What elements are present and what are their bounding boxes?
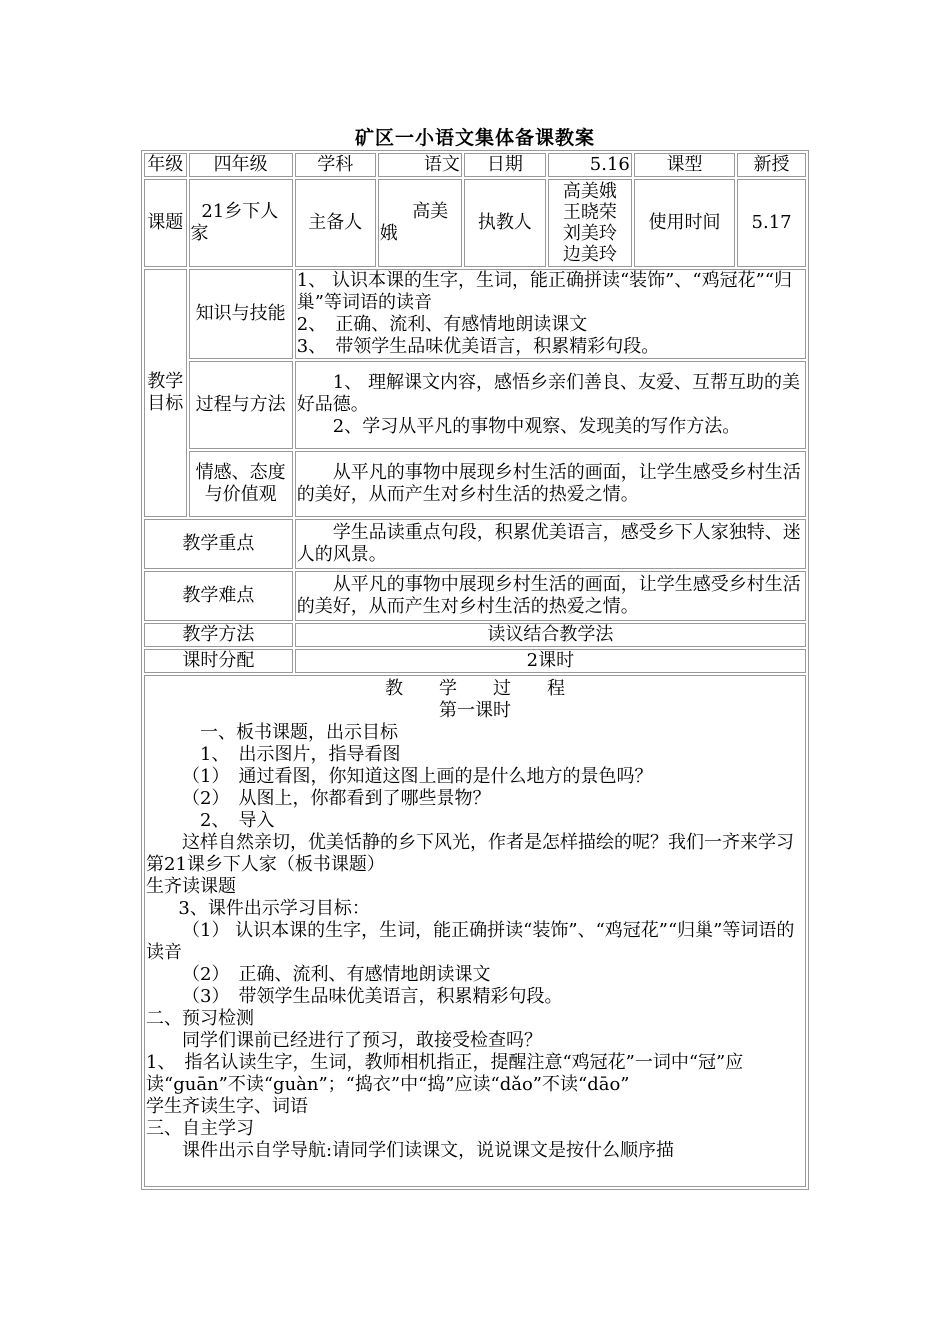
teaching-process-cell: [144, 675, 806, 1187]
process-line: 课件出示自学导航:请同学们读课文，说说课文是按什么顺序描: [182, 1140, 675, 1161]
teaching-process-row: [144, 675, 806, 1187]
subject-label: 学科: [295, 153, 376, 177]
process-subheading: 第一课时: [439, 700, 511, 721]
lesson-plan-table: [141, 150, 809, 1190]
lead-label: 主备人: [295, 179, 376, 267]
process-line: 2、 导入: [200, 810, 275, 831]
knowledge-item: 2、 正确、流利、有感情地朗读课文: [296, 314, 588, 335]
type-value: 新授: [737, 153, 806, 177]
process-line: 三、自主学习: [146, 1118, 254, 1139]
teacher-name: 高美娥: [562, 181, 617, 202]
periods-content: 2课时: [295, 649, 806, 673]
process-line: 1、 指名认读生字，生词，教师相机指正，提醒注意“鸡冠花”一词中“冠”应读“guān”不读“guàn”；“捣衣”中“捣”应读“dǎo”不读“dāo”: [146, 1052, 744, 1095]
subject-value: 语文: [378, 153, 462, 177]
process-line: （1） 通过看图，你知道这图上画的是什么地方的景色吗？: [182, 766, 653, 787]
info-row-1: [144, 153, 806, 177]
teacher-values: [548, 179, 632, 267]
difficulties-label: 教学难点: [144, 571, 293, 621]
teacher-name: 边美玲: [562, 244, 617, 265]
topic-label: 课题: [144, 179, 187, 267]
key-points-row: [144, 519, 806, 569]
type-label: 课型: [634, 153, 735, 177]
topic-value: 21乡下人家: [189, 179, 293, 267]
periods-label: 课时分配: [144, 649, 293, 673]
objective-process-row: [144, 361, 806, 449]
grade-value: 四年级: [189, 153, 293, 177]
process-line: （3） 带领学生品味优美语言，积累精彩句段。: [182, 986, 563, 1007]
process-line: 这样自然亲切，优美恬静的乡下风光，作者是怎样描绘的呢？我们一齐来学习第21课乡下人家（板书课题）: [146, 832, 794, 875]
process-line: 学生齐读生字、词语: [146, 1096, 308, 1117]
process-line: 生齐读课题: [146, 876, 236, 897]
process-item: 1、 理解课文内容，感悟乡亲们善良、友爱、互帮互助的美好品德。: [296, 372, 800, 415]
objective-emotion-row: [144, 451, 806, 517]
process-line: （2） 正确、流利、有感情地朗读课文: [182, 964, 491, 985]
method-row: [144, 623, 806, 647]
process-line: 同学们课前已经进行了预习，敢接受检查吗？: [182, 1030, 542, 1051]
method-label: 教学方法: [144, 623, 293, 647]
emotion-content: 从平凡的事物中展现乡村生活的画面，让学生感受乡村生活的美好，从而产生对乡村生活的热爱之情。: [295, 451, 806, 517]
grade-label: 年级: [144, 153, 187, 177]
usetime-value: 5.17: [737, 179, 806, 267]
knowledge-item: 1、 认识本课的生字，生词，能正确拼读“装饰”、“鸡冠花”“归巢”等词语的读音: [296, 270, 792, 313]
knowledge-content: [295, 269, 806, 359]
teacher-name: 王晓荣: [562, 202, 617, 223]
lead-value: 高美娥: [378, 179, 462, 267]
date-value: 5.16: [548, 153, 632, 177]
emotion-label: 情感、态度与价值观: [189, 451, 293, 517]
process-line: 一、板书课题，出示目标: [200, 722, 398, 743]
periods-row: [144, 649, 806, 673]
difficulties-row: [144, 571, 806, 621]
key-points-label: 教学重点: [144, 519, 293, 569]
process-line: 二、预习检测: [146, 1008, 254, 1029]
date-label: 日期: [464, 153, 546, 177]
process-content: [295, 361, 806, 449]
objective-knowledge-row: [144, 269, 806, 359]
process-line: （2） 从图上，你都看到了哪些景物？: [182, 788, 491, 809]
key-points-content: 学生品读重点句段，积累优美语言，感受乡下人家独特、迷人的风景。: [295, 519, 806, 569]
info-row-2: [144, 179, 806, 267]
process-heading: 教学过程: [385, 678, 601, 699]
process-item: 2、学习从平凡的事物中观察、发现美的写作方法。: [332, 416, 741, 437]
teacher-label: 执教人: [464, 179, 546, 267]
process-line: 1、 出示图片，指导看图: [200, 744, 401, 765]
method-content: 读议结合教学法: [295, 623, 806, 647]
document-title: 矿区一小语文集体备课教案: [354, 127, 595, 149]
knowledge-item: 3、 带领学生品味优美语言，积累精彩句段。: [296, 336, 660, 357]
objectives-label: 教学目标: [144, 269, 187, 517]
process-label: 过程与方法: [189, 361, 293, 449]
process-line: （1） 认识本课的生字，生词，能正确拼读“装饰”、“鸡冠花”“归巢”等词语的读音: [146, 920, 795, 963]
teacher-name: 刘美玲: [562, 223, 617, 244]
process-line: 3、课件出示学习目标：: [178, 898, 370, 919]
knowledge-label: 知识与技能: [189, 269, 293, 359]
usetime-label: 使用时间: [634, 179, 735, 267]
difficulties-content: 从平凡的事物中展现乡村生活的画面，让学生感受乡村生活的美好，从而产生对乡村生活的热爱之情。: [295, 571, 806, 621]
